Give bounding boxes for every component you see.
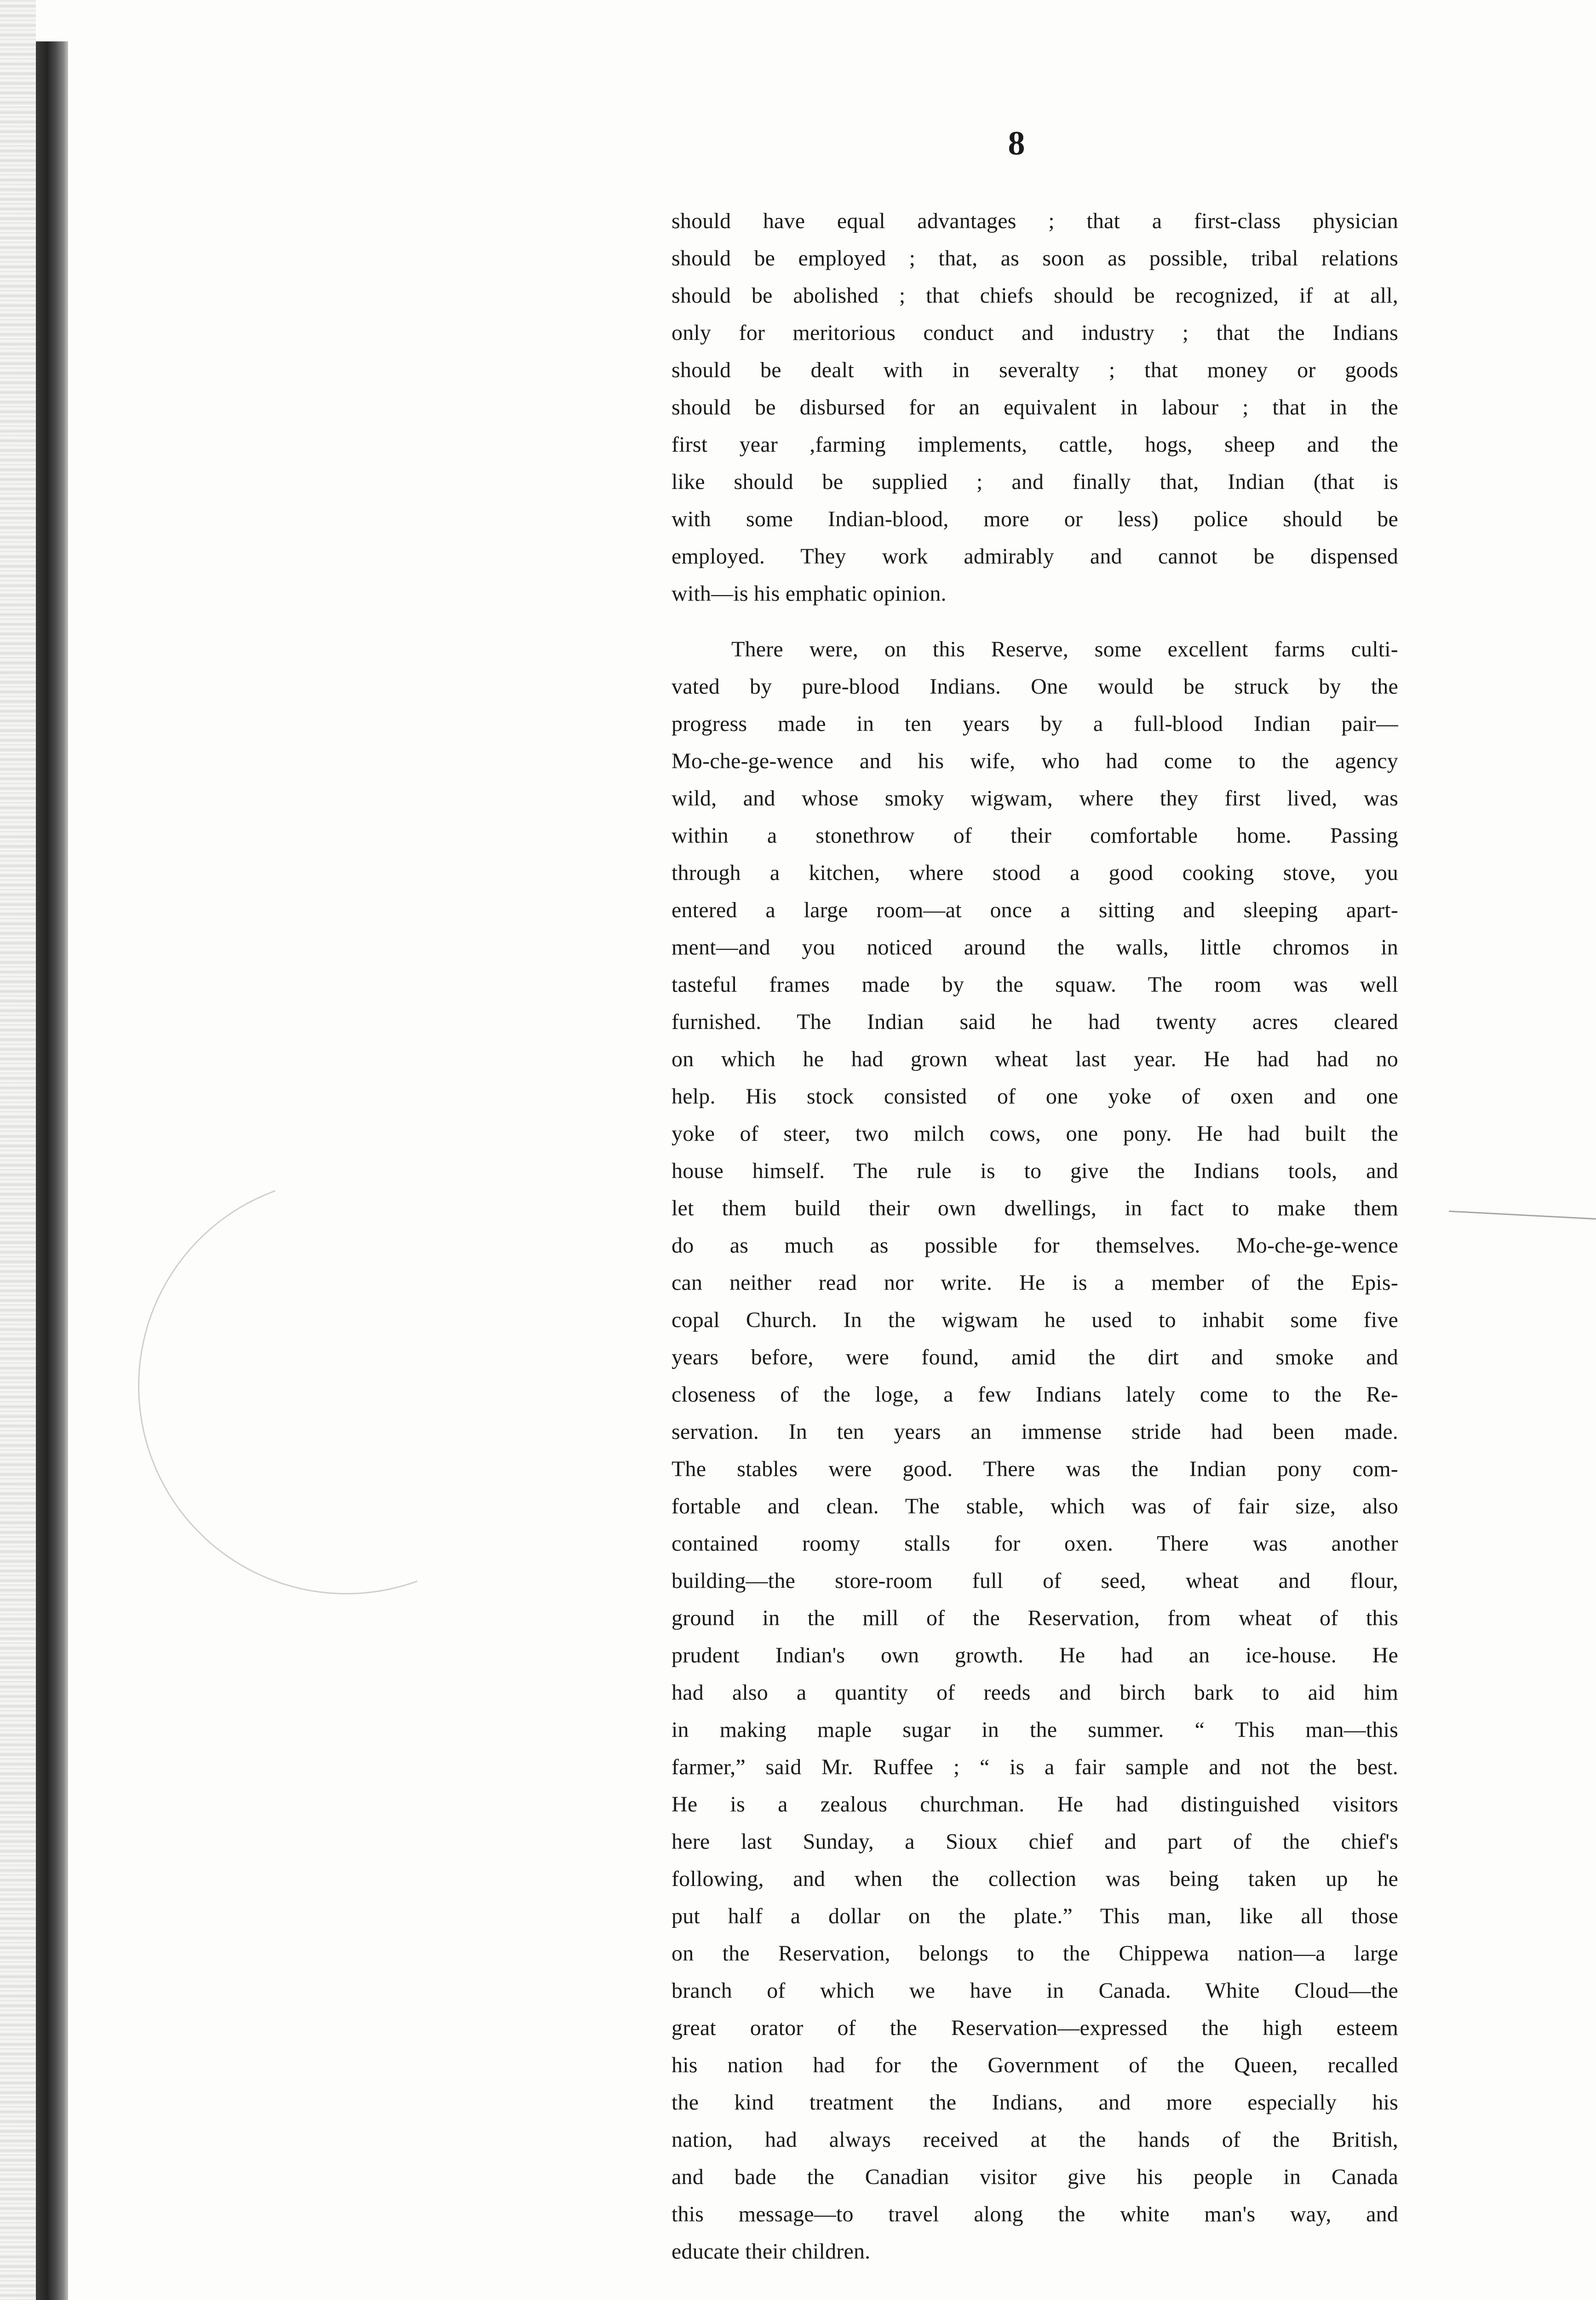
text-line: should be employed ; that, as soon as possible, tribal relations: [672, 246, 1398, 270]
text-line: ment—and you noticed around the walls, little chromos in: [672, 935, 1398, 960]
text-line: on which he had grown wheat last year. He had had no: [672, 1047, 1398, 1071]
paragraph-1: [672, 202, 1398, 612]
text-line: on the Reservation, belongs to the Chippewa nation—a large: [672, 1941, 1398, 1966]
paragraph-2: [672, 631, 1398, 2270]
binding-shadow: [0, 0, 36, 2300]
text-line: prudent Indian's own growth. He had an ice-house. He: [672, 1643, 1398, 1668]
text-line: house himself. The rule is to give the Indians tools, and: [672, 1159, 1398, 1183]
text-line: contained roomy stalls for oxen. There was another: [672, 1531, 1398, 1556]
text-line: through a kitchen, where stood a good cooking stove, you: [672, 861, 1398, 885]
text-line: first year ,farming implements, cattle, hogs, sheep and the: [672, 432, 1398, 457]
text-line: should be disbursed for an equivalent in labour ; that in the: [672, 395, 1398, 420]
body-text: [672, 202, 1398, 2270]
text-line: He is a zealous churchman. He had distinguished visitors: [672, 1792, 1398, 1817]
text-line: do as much as possible for themselves. Mo-che-ge-wence: [672, 1233, 1398, 1258]
text-line: fortable and clean. The stable, which was of fair size, also: [672, 1494, 1398, 1518]
text-line: The stables were good. There was the Indian pony com-: [672, 1457, 1398, 1481]
text-line: can neither read nor write. He is a member of the Epis-: [672, 1271, 1398, 1295]
text-line: furnished. The Indian said he had twenty acres cleared: [672, 1010, 1398, 1034]
text-line: great orator of the Reservation—expressed the high esteem: [672, 2016, 1398, 2040]
text-line: ground in the mill of the Reservation, from wheat of this: [672, 1606, 1398, 1630]
text-line: employed. They work admirably and cannot be dispensed: [672, 544, 1398, 569]
text-line: There were, on this Reserve, some excellent farms culti-: [731, 637, 1398, 661]
text-line: let them build their own dwellings, in fact to make them: [672, 1196, 1398, 1220]
text-line: should be dealt with in severalty ; that money or goods: [672, 358, 1398, 382]
text-line: with—is his emphatic opinion.: [672, 581, 947, 606]
text-line: Mo-che-ge-wence and his wife, who had come to the agency: [672, 749, 1398, 773]
text-line: here last Sunday, a Sioux chief and part of the chief's: [672, 1829, 1398, 1854]
text-line: progress made in ten years by a full-blood Indian pair—: [672, 712, 1398, 736]
text-line: vated by pure-blood Indians. One would be struck by the: [672, 674, 1398, 699]
text-line: farmer,” said Mr. Ruffee ; “ is a fair sample and not the best.: [672, 1755, 1398, 1779]
text-line: entered a large room—at once a sitting and sleeping apart-: [672, 898, 1398, 922]
text-line: following, and when the collection was being taken up he: [672, 1867, 1398, 1891]
binding-edge: [36, 41, 68, 2300]
text-line: within a stonethrow of their comfortable home. Passing: [672, 823, 1398, 848]
text-line: branch of which we have in Canada. White Cloud—the: [672, 1978, 1398, 2003]
text-line: should have equal advantages ; that a first-class physician: [672, 209, 1398, 233]
text-line: had also a quantity of reeds and birch bark to aid him: [672, 1680, 1398, 1705]
text-line: help. His stock consisted of one yoke of oxen and one: [672, 1084, 1398, 1109]
text-line: this message—to travel along the white man's way, and: [672, 2202, 1398, 2226]
scan-artifact-line: [1449, 1211, 1596, 1220]
text-line: put half a dollar on the plate.” This man, like all those: [672, 1904, 1398, 1928]
text-line: years before, were found, amid the dirt and smoke and: [672, 1345, 1398, 1369]
text-line: with some Indian-blood, more or less) police should be: [672, 507, 1398, 531]
text-line: the kind treatment the Indians, and more especially his: [672, 2090, 1398, 2115]
text-line: yoke of steer, two milch cows, one pony. He had built the: [672, 1121, 1398, 1146]
text-line: like should be supplied ; and finally that, Indian (that is: [672, 470, 1398, 494]
text-line: his nation had for the Government of the Queen, recalled: [672, 2053, 1398, 2077]
text-line: copal Church. In the wigwam he used to inhabit some five: [672, 1308, 1398, 1332]
text-line: tasteful frames made by the squaw. The room was well: [672, 972, 1398, 997]
paragraph-gap: [672, 612, 1398, 631]
text-line: should be abolished ; that chiefs should be recognized, if at all,: [672, 283, 1398, 308]
text-line: only for meritorious conduct and industry ; that the Indians: [672, 321, 1398, 345]
scan-artifact-arc: [69, 1109, 623, 1663]
page-number: 8: [1008, 125, 1025, 162]
text-line: building—the store-room full of seed, wheat and flour,: [672, 1569, 1398, 1593]
text-line: closeness of the loge, a few Indians lately come to the Re-: [672, 1382, 1398, 1407]
text-line: servation. In ten years an immense stride had been made.: [672, 1420, 1398, 1444]
text-line: nation, had always received at the hands of the British,: [672, 2128, 1398, 2152]
text-line: wild, and whose smoky wigwam, where they first lived, was: [672, 786, 1398, 811]
text-line: educate their children.: [672, 2239, 871, 2264]
text-line: and bade the Canadian visitor give his people in Canada: [672, 2165, 1398, 2189]
text-line: in making maple sugar in the summer. “ This man—this: [672, 1718, 1398, 1742]
